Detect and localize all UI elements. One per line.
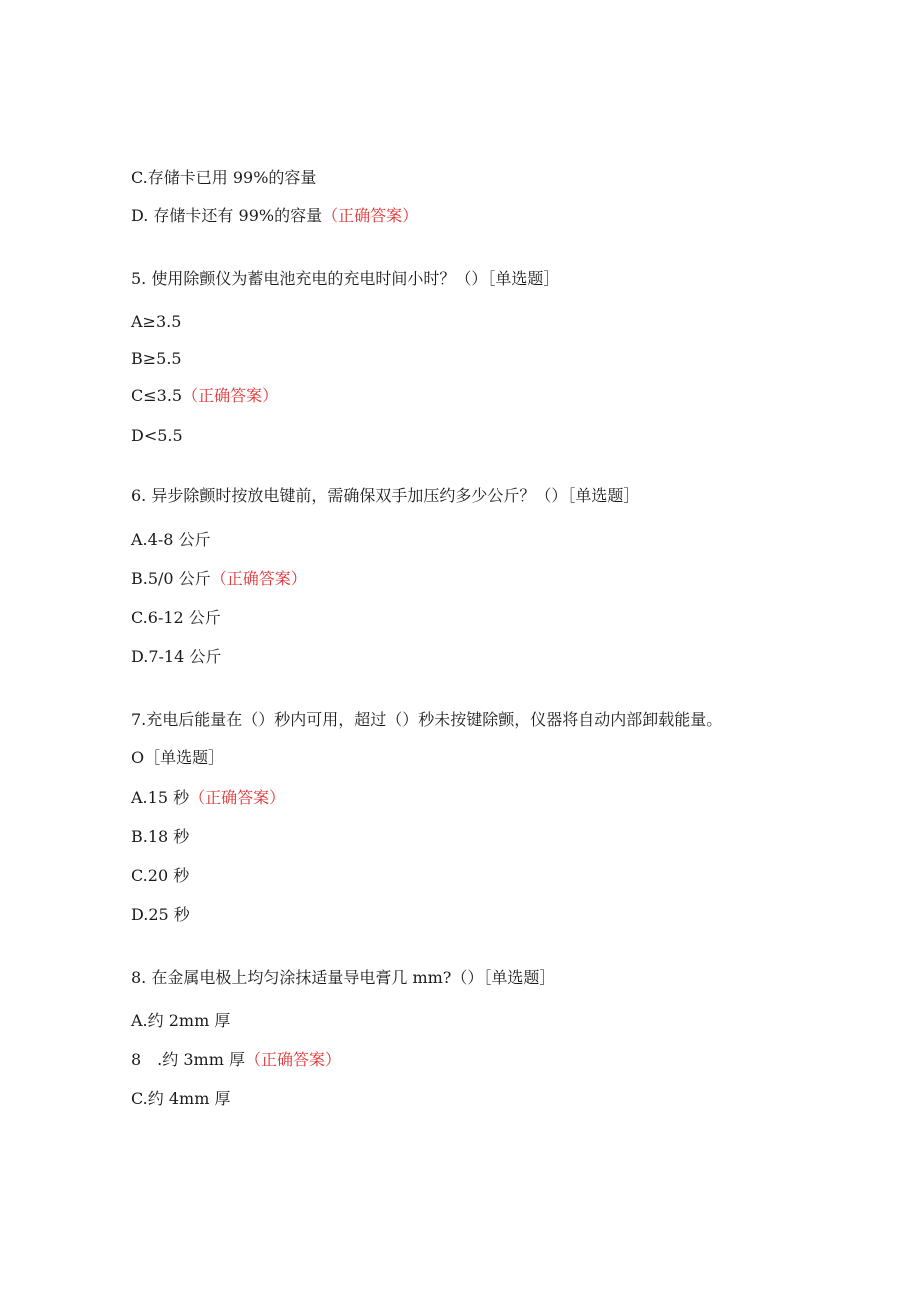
- option-line: [131, 206, 418, 226]
- question-text: 5. 使用除颤仪为蓄电池充电的充电时间小时？（）［单选题］: [131, 269, 560, 288]
- option-text: D.7-14 公斤: [131, 647, 222, 666]
- option-line: [131, 349, 182, 369]
- question-text: 6. 异步除颤时按放电键前，需确保双手加压约多少公斤？（）［单选题］: [131, 486, 640, 505]
- option-text: D<5.5: [131, 426, 183, 445]
- question-text: 8. 在金属电极上均匀涂抹适量导电膏几 mm?（）［单选题］: [131, 968, 556, 987]
- question-line: [131, 486, 639, 506]
- option-text: B.18 秒: [131, 827, 190, 846]
- option-line: [131, 866, 189, 886]
- option-line: [131, 905, 190, 925]
- question-text: 7.充电后能量在（）秒内可用，超过（）秒未按键除颤，仪器将自动内部卸载能量。: [131, 710, 723, 729]
- option-line: [131, 788, 285, 808]
- correct-answer-mark: （正确答案）: [322, 206, 419, 225]
- correct-answer-mark: （正确答案）: [189, 788, 286, 807]
- option-line: [131, 647, 221, 667]
- option-text: A.4-8 公斤: [131, 530, 211, 549]
- option-line: [131, 569, 307, 589]
- option-text: C≤3.5: [131, 386, 183, 405]
- option-line: [131, 608, 221, 628]
- question-line: [131, 269, 559, 289]
- option-text: D.25 秒: [131, 905, 190, 924]
- option-text: C.20 秒: [131, 866, 190, 885]
- question-line: [131, 968, 555, 988]
- option-text: 8 .约 3mm 厚: [131, 1050, 245, 1069]
- option-text: D. 存储卡还有 99%的容量: [131, 206, 323, 225]
- question-line: [131, 748, 224, 768]
- option-line: [131, 426, 183, 446]
- option-text: B≥5.5: [131, 349, 182, 368]
- option-line: [131, 386, 278, 406]
- option-line: [131, 312, 181, 332]
- option-text: A≥3.5: [131, 312, 182, 331]
- option-text: B.5/0 公斤: [131, 569, 211, 588]
- option-text: A.15 秒: [131, 788, 190, 807]
- option-line: [131, 1050, 341, 1070]
- option-line: [131, 1011, 230, 1031]
- option-line: [131, 827, 189, 847]
- question-text: O［单选题］: [131, 748, 225, 767]
- option-line: [131, 1089, 230, 1109]
- correct-answer-mark: （正确答案）: [182, 386, 279, 405]
- option-line: [131, 168, 316, 188]
- question-line: [131, 710, 722, 730]
- option-text: C.约 4mm 厚: [131, 1089, 231, 1108]
- option-text: C.存储卡已用 99%的容量: [131, 168, 317, 187]
- option-line: [131, 530, 211, 550]
- correct-answer-mark: （正确答案）: [210, 569, 307, 588]
- option-text: C.6-12 公斤: [131, 608, 221, 627]
- option-text: A.约 2mm 厚: [131, 1011, 231, 1030]
- correct-answer-mark: （正确答案）: [244, 1050, 341, 1069]
